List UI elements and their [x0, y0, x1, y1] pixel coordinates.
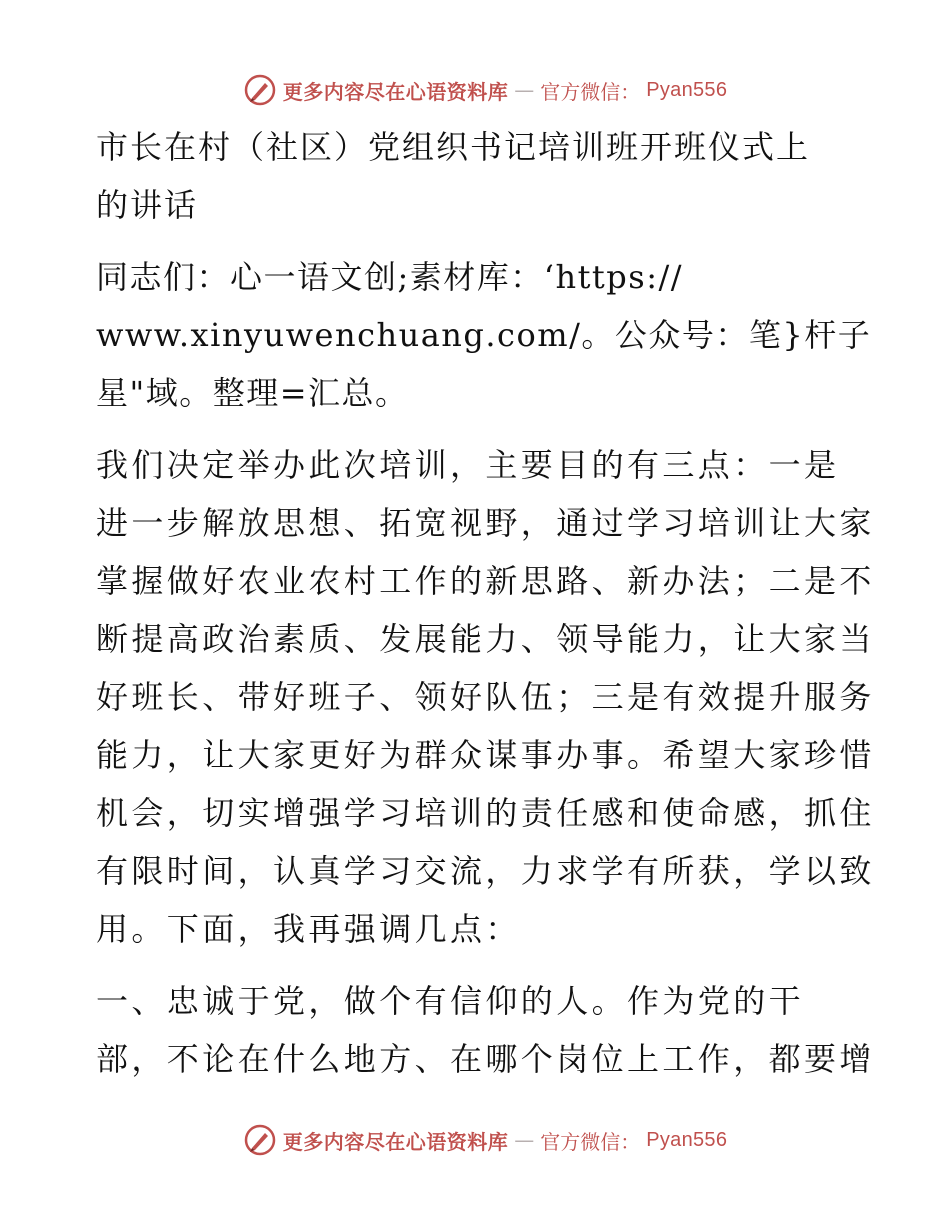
- title-line: 市长在村（社区）党组织书记培训班开班仪式上: [96, 128, 811, 166]
- pen-circle-icon: [243, 73, 277, 107]
- document-title: [96, 118, 856, 234]
- watermark-separator: —: [514, 1128, 535, 1152]
- purpose-paragraph: [96, 436, 875, 958]
- watermark-official-label: 官方微信：: [540, 79, 641, 104]
- watermark-banner-top: [0, 70, 950, 110]
- greeting-line: www.xinyuwenchuang.com/。公众号：笔}杆子: [96, 316, 872, 354]
- watermark-content: [243, 73, 728, 107]
- watermark-wechat-id: Pyan556: [646, 78, 728, 101]
- paragraph-line: 一、忠诚于党，做个有信仰的人。作为党的干: [96, 982, 805, 1020]
- paragraph-line: 用。下面，我再强调几点：: [96, 910, 521, 948]
- pen-circle-icon: [243, 1123, 277, 1157]
- greeting-line: 同志们：心一语文创;素材库：‘https://: [96, 258, 684, 296]
- paragraph-line: 能力，让大家更好为群众谋事办事。希望大家珍惜: [96, 736, 875, 774]
- watermark-content: [243, 1123, 728, 1157]
- document-body: [96, 118, 875, 1102]
- watermark-wechat-id: Pyan556: [646, 1128, 728, 1151]
- title-line: 的讲话: [96, 186, 199, 224]
- paragraph-line: 部，不论在什么地方、在哪个岗位上工作，都要增: [96, 1040, 875, 1078]
- paragraph-line: 好班长、带好班子、领好队伍；三是有效提升服务: [96, 678, 875, 716]
- watermark-official-label: 官方微信：: [540, 1129, 641, 1154]
- section-one-paragraph: [96, 972, 875, 1088]
- paragraph-line: 掌握做好农业农村工作的新思路、新办法；二是不: [96, 562, 875, 600]
- watermark-separator: —: [514, 78, 535, 102]
- paragraph-line: 断提高政治素质、发展能力、领导能力，让大家当: [96, 620, 875, 658]
- watermark-text: 更多内容尽在心语资料库: [282, 1129, 509, 1154]
- greeting-paragraph: [96, 248, 872, 422]
- paragraph-line: 我们决定举办此次培训，主要目的有三点：一是: [96, 446, 840, 484]
- paragraph-line: 有限时间，认真学习交流，力求学有所获，学以致: [96, 852, 875, 890]
- paragraph-line: 机会，切实增强学习培训的责任感和使命感，抓住: [96, 794, 875, 832]
- watermark-banner-bottom: [0, 1120, 950, 1160]
- greeting-line: 星"域。整理=汇总。: [96, 374, 409, 412]
- paragraph-line: 进一步解放思想、拓宽视野，通过学习培训让大家: [96, 504, 875, 542]
- watermark-text: 更多内容尽在心语资料库: [282, 79, 509, 104]
